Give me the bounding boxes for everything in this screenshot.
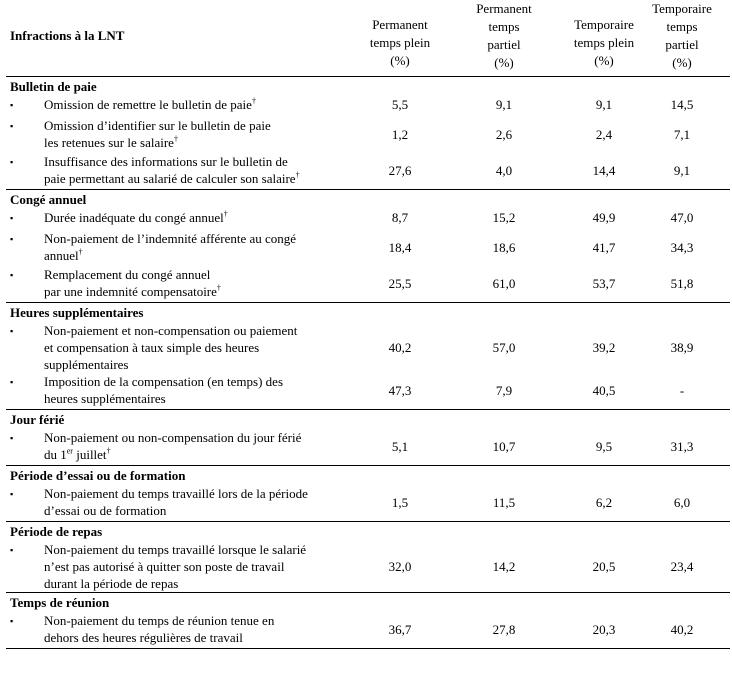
table-section [6,77,730,190]
section-title: Période de repas [10,524,103,539]
table-row [6,266,730,302]
value-cell: 27,8 [492,622,516,637]
section-title: Bulletin de paie [10,79,97,94]
table-section [6,522,730,593]
infraction-label [44,429,364,463]
value-cell: 39,2 [592,340,616,355]
infraction-label-line: Imposition de la compensation (en temps) des [44,374,284,389]
bullet-icon: ▪ [10,234,14,244]
infraction-label [44,373,364,407]
infraction-label-line: annuel† [44,247,83,263]
header-col-2: Permanent temps partiel (%) [476,1,532,70]
infraction-label-line: Durée inadéquate du congé annuel† [44,209,228,225]
table-row [6,230,730,266]
value-cell: 47,0 [670,210,694,225]
value-cell: 40,2 [670,622,694,637]
value-cell: 53,7 [592,276,616,291]
infraction-label-line: Omission d’identifier sur le bulletin de paie [44,118,271,133]
infraction-label-line: n’est pas autorisé à quitter son poste de travail [44,559,285,574]
infraction-label-line: du 1er juillet† [44,446,111,462]
table-row [6,117,730,153]
bullet-icon: ▪ [10,100,14,110]
infraction-label-line: dehors des heures régulières de travail [44,630,243,645]
value-cell: 23,4 [670,559,694,574]
value-cell: 8,7 [391,210,409,225]
value-cell: 10,7 [492,439,516,454]
infraction-label [44,541,364,592]
header-first-col: Infractions à la LNT [10,28,125,43]
infraction-label-line: Remplacement du congé annuel [44,267,211,282]
value-cell: 4,0 [495,163,513,178]
value-cell: 49,9 [592,210,616,225]
bullet-icon: ▪ [10,489,14,499]
table-row [6,209,730,230]
value-cell: 40,2 [388,340,412,355]
value-cell: 14,2 [492,559,516,574]
value-cell: - [679,383,685,398]
infraction-label [44,209,364,226]
infraction-label-line: paie permettant au salarié de calculer son salaire† [44,170,300,186]
value-cell: 5,5 [391,97,409,112]
infraction-label-line: durant la période de repas [44,576,179,591]
section-title: Temps de réunion [10,595,110,610]
bullet-icon: ▪ [10,270,14,280]
value-cell: 5,1 [391,439,409,454]
section-title: Jour férié [10,412,65,427]
infraction-label [44,153,364,187]
value-cell: 18,6 [492,240,516,255]
header-col-1: Permanent temps plein (%) [369,17,431,68]
table-row [6,485,730,521]
value-cell: 9,1 [595,97,613,112]
infraction-label [44,96,364,113]
infraction-label-line: et compensation à taux simple des heures [44,340,260,355]
value-cell: 61,0 [492,276,516,291]
value-cell: 57,0 [492,340,516,355]
value-cell: 18,4 [388,240,412,255]
header-col-3: Temporaire temps plein (%) [573,17,635,68]
value-cell: 41,7 [592,240,616,255]
infraction-label [44,230,364,264]
section-title: Période d’essai ou de formation [10,468,186,483]
value-cell: 36,7 [388,622,412,637]
infraction-label-line: Non-paiement du temps travaillé lorsque le salarié [44,542,307,557]
bullet-icon: ▪ [10,433,14,443]
table-row [6,373,730,409]
bullet-icon: ▪ [10,213,14,223]
section-title: Heures supplémentaires [10,305,144,320]
bullet-icon: ▪ [10,326,14,336]
value-cell: 38,9 [670,340,694,355]
table-body [6,77,730,649]
infraction-label-line: heures supplémentaires [44,391,166,406]
value-cell: 11,5 [492,495,516,510]
value-cell: 9,1 [495,97,513,112]
infraction-label-line: Omission de remettre le bulletin de paie† [44,96,256,112]
value-cell: 20,5 [592,559,616,574]
header-col-4: Temporaire temps partiel (%) [652,1,712,70]
infraction-label-line: Non-paiement ou non-compensation du jour férié [44,430,302,445]
table-section [6,303,730,410]
infractions-table [6,0,730,649]
value-cell: 9,5 [595,439,613,454]
infraction-label-line: d’essai ou de formation [44,503,167,518]
value-cell: 14,5 [670,97,694,112]
table-header [6,0,730,77]
table-section [6,593,730,649]
bullet-icon: ▪ [10,616,14,626]
table-section [6,410,730,466]
value-cell: 34,3 [670,240,694,255]
infraction-label-line: Non-paiement de l’indemnité afférente au congé [44,231,297,246]
bullet-icon: ▪ [10,121,14,131]
value-cell: 7,9 [495,383,513,398]
value-cell: 20,3 [592,622,616,637]
bullet-icon: ▪ [10,545,14,555]
value-cell: 6,0 [673,495,691,510]
table-row [6,612,730,648]
table-section [6,466,730,522]
infraction-label-line: Non-paiement et non-compensation ou paiement [44,323,298,338]
value-cell: 2,4 [595,127,613,142]
value-cell: 6,2 [595,495,613,510]
infraction-label-line: supplémentaires [44,357,129,372]
value-cell: 14,4 [592,163,616,178]
table-row [6,429,730,465]
value-cell: 1,2 [391,127,409,142]
value-cell: 31,3 [670,439,694,454]
value-cell: 9,1 [673,163,691,178]
infraction-label [44,485,364,519]
value-cell: 25,5 [388,276,412,291]
value-cell: 51,8 [670,276,694,291]
infraction-label-line: par une indemnité compensatoire† [44,283,221,299]
value-cell: 15,2 [492,210,516,225]
value-cell: 40,5 [592,383,616,398]
value-cell: 27,6 [388,163,412,178]
bullet-icon: ▪ [10,377,14,387]
table-row [6,96,730,117]
value-cell: 7,1 [673,127,691,142]
infraction-label [44,266,364,300]
bullet-icon: ▪ [10,157,14,167]
infraction-label-line: Non-paiement du temps de réunion tenue en [44,613,275,628]
value-cell: 2,6 [495,127,513,142]
table-row [6,153,730,189]
infraction-label-line: les retenues sur le salaire† [44,134,178,150]
table-section [6,190,730,303]
table-row [6,322,730,373]
value-cell: 47,3 [388,383,412,398]
value-cell: 1,5 [391,495,409,510]
infraction-label [44,612,364,646]
infraction-label [44,322,364,373]
infraction-label-line: Non-paiement du temps travaillé lors de la période [44,486,308,501]
infraction-label-line: Insuffisance des informations sur le bulletin de [44,154,288,169]
section-title: Congé annuel [10,192,87,207]
infraction-label [44,117,364,151]
table-row [6,541,730,592]
value-cell: 32,0 [388,559,412,574]
